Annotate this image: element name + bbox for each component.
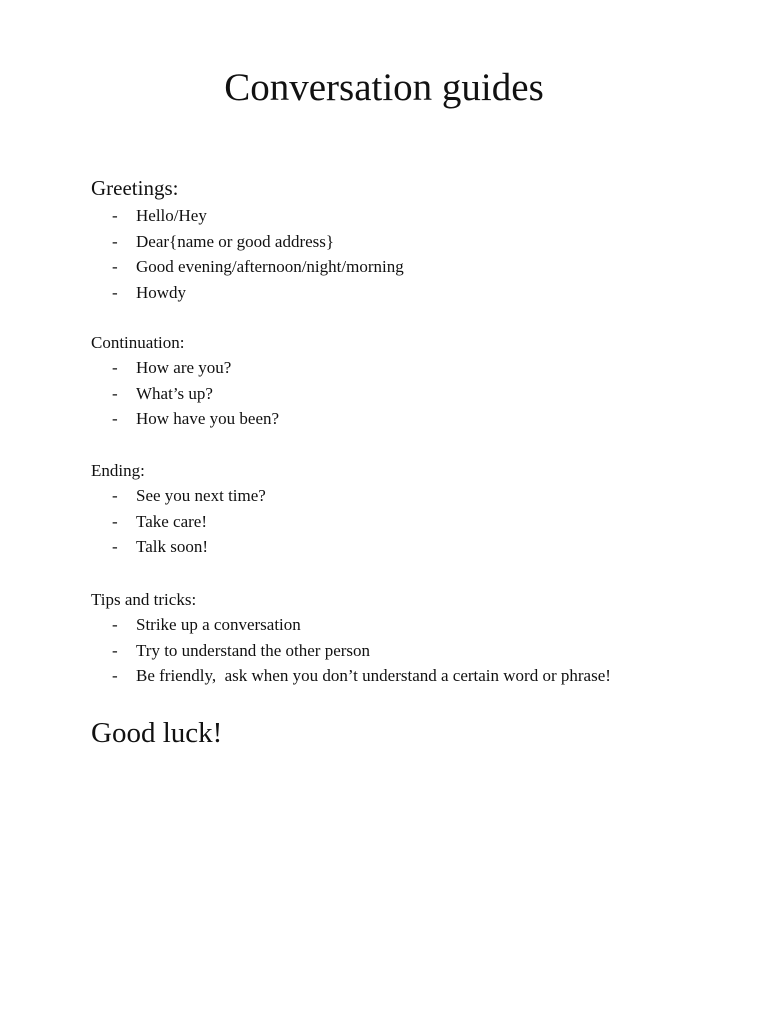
section-heading: Tips and tricks:	[91, 590, 197, 609]
list-item-text: Hello/Hey	[136, 206, 207, 225]
bullet-list	[91, 483, 731, 560]
bullet-marker: -	[112, 231, 118, 251]
bullet-marker: -	[112, 511, 118, 531]
list-item	[91, 229, 731, 255]
bullet-marker: -	[112, 257, 118, 277]
list-item	[91, 406, 731, 432]
section-greetings	[91, 173, 731, 305]
list-item-text: Strike up a conversation	[136, 615, 301, 634]
list-item-text: How are you?	[136, 358, 232, 377]
bullet-list	[91, 612, 731, 689]
list-item	[91, 483, 731, 509]
bullet-marker: -	[112, 615, 118, 634]
list-item	[91, 381, 731, 407]
list-item-text: Howdy	[136, 282, 187, 302]
list-item-text: Be friendly, ask when you don’t understand a certain word or phrase!	[136, 666, 611, 686]
bullet-marker: -	[112, 640, 118, 660]
section-tips-and-tricks	[91, 588, 731, 689]
section-ending	[91, 459, 731, 560]
list-item-text: How have you been?	[136, 409, 280, 429]
bullet-list	[91, 355, 731, 432]
bullet-marker: -	[112, 486, 118, 505]
list-item-text: Dear{name or good address}	[136, 231, 335, 251]
list-item	[91, 612, 731, 638]
list-item-text: Talk soon!	[136, 537, 208, 557]
section-heading: Continuation:	[91, 333, 185, 352]
bullet-marker: -	[112, 666, 118, 686]
list-item	[91, 663, 731, 689]
bullet-marker: -	[112, 206, 118, 225]
list-item-text: See you next time?	[136, 486, 266, 505]
bullet-marker: -	[112, 282, 118, 302]
section-heading: Greetings:	[91, 176, 179, 200]
list-item-text: What’s up?	[136, 383, 213, 403]
bullet-list	[91, 203, 731, 305]
list-item	[91, 355, 731, 381]
list-item	[91, 638, 731, 664]
bullet-marker: -	[112, 383, 118, 403]
list-item	[91, 280, 731, 306]
closing-text: Good luck!	[91, 717, 223, 749]
list-item	[91, 534, 731, 560]
page-title: Conversation guides	[224, 66, 544, 109]
list-item	[91, 509, 731, 535]
section-continuation	[91, 331, 731, 432]
bullet-marker: -	[112, 358, 118, 377]
list-item-text: Good evening/afternoon/night/morning	[136, 257, 404, 277]
list-item	[91, 203, 731, 229]
list-item	[91, 254, 731, 280]
bullet-marker: -	[112, 409, 118, 429]
section-heading: Ending:	[91, 461, 145, 480]
list-item-text: Try to understand the other person	[136, 640, 371, 660]
list-item-text: Take care!	[136, 511, 207, 531]
bullet-marker: -	[112, 537, 118, 557]
